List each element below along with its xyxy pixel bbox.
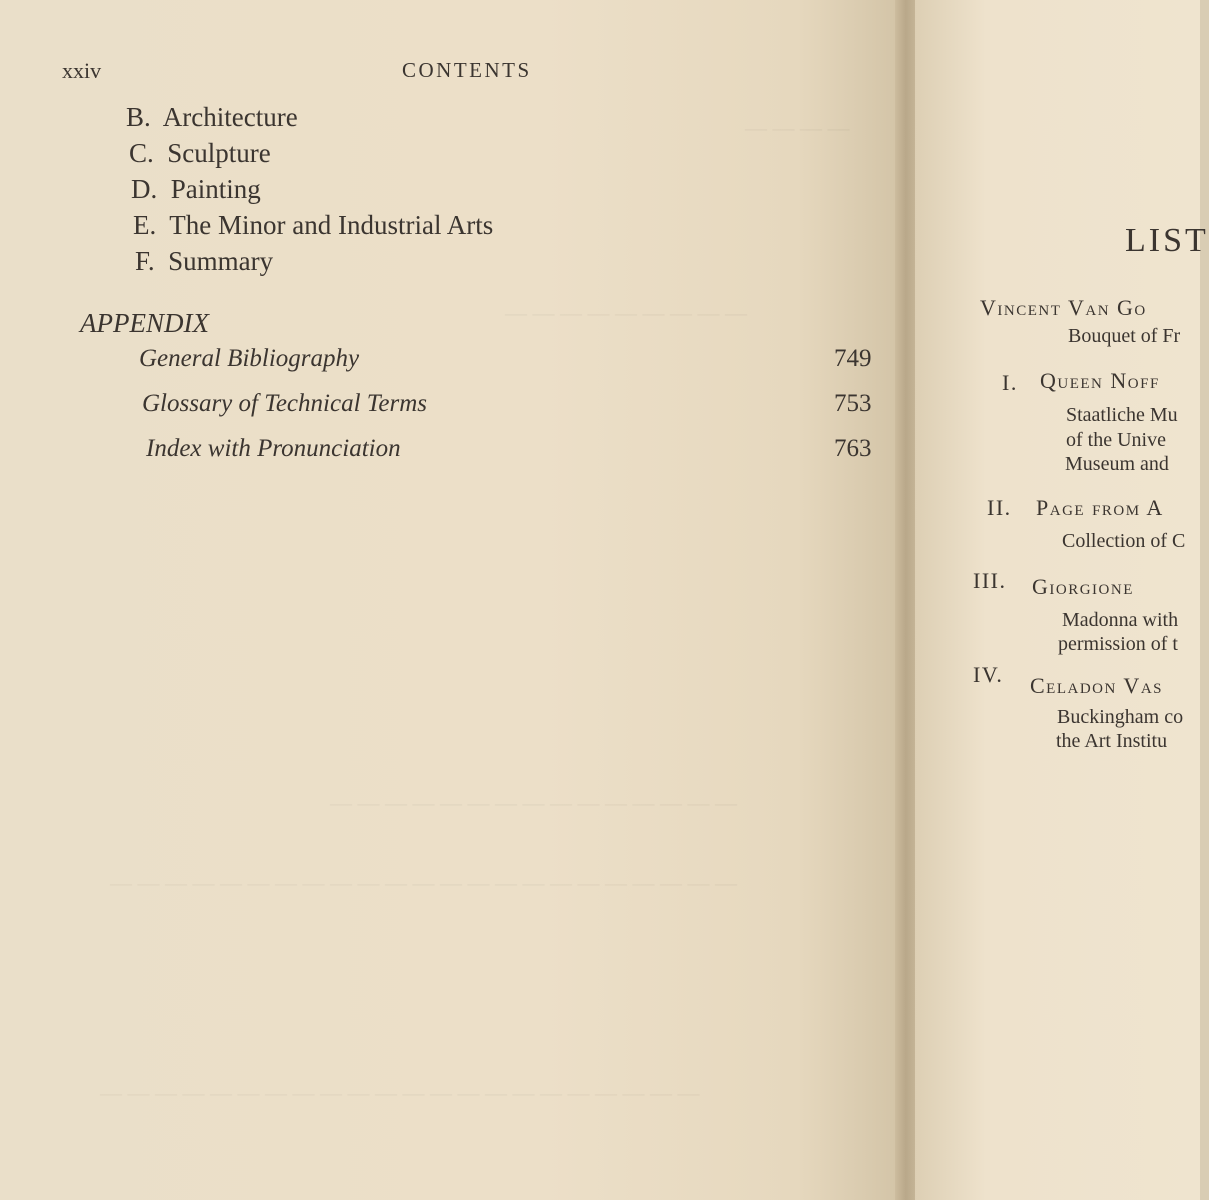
- toc-item-letter: E.: [133, 210, 157, 240]
- toc-item-title: Architecture: [162, 102, 298, 132]
- show-through-text: — — — — — — — — —: [505, 300, 747, 325]
- toc-item: [133, 210, 493, 241]
- list-entry-name: Vincent Van Go: [980, 295, 1147, 320]
- list-entry-name: Page from A: [1036, 495, 1164, 520]
- toc-item: [135, 246, 273, 277]
- toc-item-title: Painting: [170, 174, 261, 204]
- toc-item-letter: C.: [129, 138, 154, 168]
- appendix-entry-page: 753: [834, 390, 872, 417]
- toc-item-title: Summary: [168, 246, 274, 276]
- toc-item-letter: F.: [135, 246, 155, 276]
- list-entry-numeral: IV.: [973, 662, 1004, 687]
- list-entry-line: Collection of C: [1062, 530, 1186, 552]
- list-entry-line: Madonna with: [1062, 609, 1179, 631]
- list-entry-line: of the Unive: [1066, 429, 1166, 451]
- toc-item: [129, 138, 271, 169]
- show-through-text: — — — —: [745, 115, 850, 140]
- show-through-text: — — — — — — — — — — — — — — —: [330, 790, 737, 815]
- list-entry-name: Queen Noff: [1040, 368, 1160, 393]
- toc-item-letter: B.: [126, 102, 151, 132]
- folio: xxiv: [62, 58, 102, 83]
- list-title: LIST: [1125, 222, 1209, 259]
- list-entry-numeral: I.: [1002, 370, 1018, 395]
- list-entry-line: Buckingham co: [1057, 706, 1184, 728]
- list-entry-line: Museum and: [1065, 453, 1169, 475]
- show-through-text: — — — — — — — — — — — — — — — — — — — — — — —: [110, 870, 737, 895]
- list-entry-line: the Art Institu: [1056, 730, 1168, 752]
- list-entry-name: Giorgione: [1032, 574, 1134, 599]
- appendix-entry-page: 763: [834, 435, 872, 462]
- appendix-entry-page: 749: [834, 345, 872, 372]
- show-through-text: — — — — — — — — — — — — — — — — — — — — — —: [100, 1080, 700, 1105]
- list-entry-numeral: II.: [987, 495, 1012, 520]
- appendix-entry-title: Glossary of Technical Terms: [142, 390, 427, 417]
- list-entry-line: Staatliche Mu: [1066, 404, 1178, 426]
- appendix-entry-title: Index with Pronunciation: [146, 435, 401, 462]
- running-head: CONTENTS: [402, 58, 532, 82]
- toc-item-title: Sculpture: [167, 138, 271, 168]
- list-entry-name: Celadon Vas: [1030, 673, 1163, 698]
- list-entry-line: Bouquet of Fr: [1068, 325, 1181, 347]
- toc-item: [131, 174, 261, 205]
- toc-item-letter: D.: [131, 174, 158, 204]
- list-entry-numeral: III.: [973, 568, 1007, 593]
- right-page: [915, 0, 1200, 1200]
- appendix-entry-title: General Bibliography: [139, 345, 360, 372]
- list-entry-line: permission of t: [1058, 633, 1178, 655]
- toc-item: [126, 102, 298, 133]
- toc-item-title: The Minor and Industrial Arts: [169, 210, 494, 240]
- appendix-heading: APPENDIX: [80, 308, 209, 338]
